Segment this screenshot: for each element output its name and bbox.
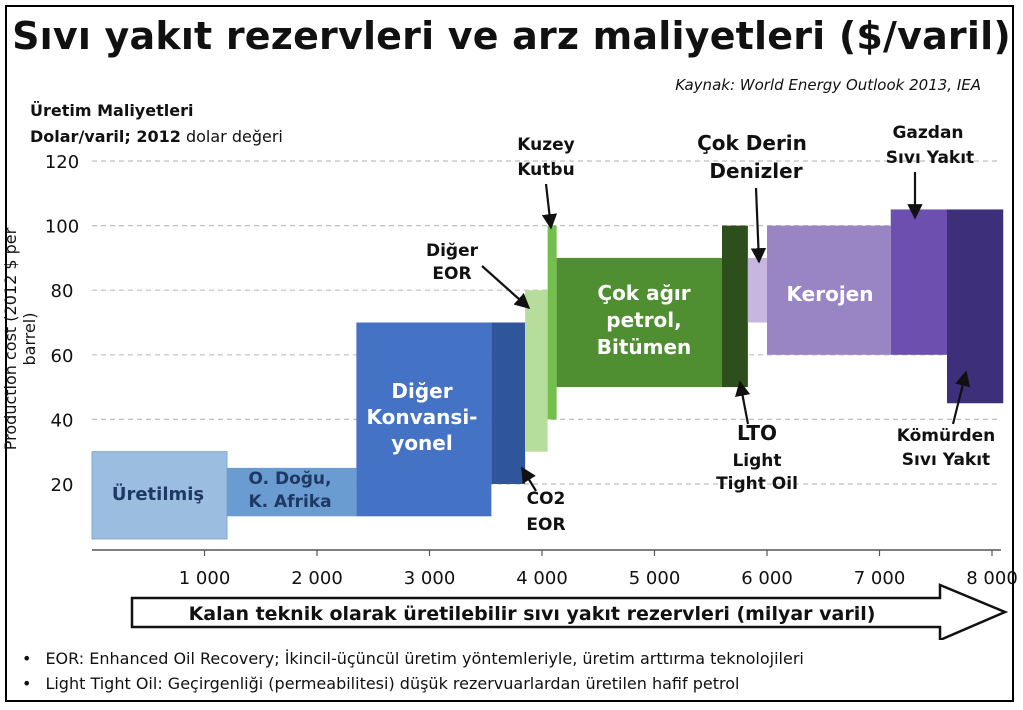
label-odogu-1: O. Doğu, xyxy=(248,469,332,489)
footnote-eor: • EOR: Enhanced Oil Recovery; İkincil-üçüncül üretim yöntemleriyle, üretim arttırma teknolojileri xyxy=(22,646,804,671)
arrow-derin xyxy=(756,188,759,262)
label-co2-2: EOR xyxy=(526,515,566,535)
label-komur-2: Sıvı Yakıt xyxy=(901,450,991,470)
label-digereor-1: Diğer xyxy=(425,241,479,261)
y-tick-label-120: 120 xyxy=(44,152,80,173)
arrow-kuzey xyxy=(546,184,551,228)
label-kuzey-1: Kuzey xyxy=(517,135,575,155)
arrow-lto xyxy=(740,382,748,424)
bar-segment-5 xyxy=(548,226,557,420)
bar-segment-10 xyxy=(891,209,947,354)
label-gazdan-1: Gazdan xyxy=(892,123,964,143)
y-tick-label-60: 60 xyxy=(50,345,74,367)
label-kerojen: Kerojen xyxy=(786,282,874,306)
arrow-digereor xyxy=(482,266,529,308)
x-axis-arrow-label: Kalan teknik olarak üretilebilir sıvı yakıt rezervleri (milyar varil) xyxy=(188,603,876,625)
x-tick-label-3000: 3 000 xyxy=(403,568,456,589)
bar-segment-4 xyxy=(525,290,548,452)
label-co2-1: CO2 xyxy=(526,489,566,509)
y-tick-label-80: 80 xyxy=(50,281,74,303)
y-axis-title: Production cost (2012 $ per barrel) xyxy=(1,227,39,451)
bar-segment-8 xyxy=(748,258,767,323)
x-tick-label-6000: 6 000 xyxy=(741,568,793,589)
x-tick-label-5000: 5 000 xyxy=(628,568,681,589)
bar-segment-11 xyxy=(947,209,1003,403)
y-caption-line1: Üretim Maliyetleri xyxy=(30,101,194,120)
label-derin-1: Çok Derin xyxy=(697,131,807,155)
footnote-lto: • Light Tight Oil: Geçirgenliği (permeabilitesi) düşük rezervuarlardan üretilen hafif petrol xyxy=(22,671,804,696)
label-odogu-2: K. Afrika xyxy=(248,492,332,512)
label-gazdan-2: Sıvı Yakıt xyxy=(885,148,975,168)
y-caption-line2-bold: Dolar/varil; 2012 xyxy=(30,127,181,146)
label-diger-1: Diğer xyxy=(391,379,453,403)
y-tick-label-40: 40 xyxy=(50,410,74,432)
x-tick-label-7000: 7 000 xyxy=(853,568,906,589)
x-tick-label-4000: 4 000 xyxy=(516,568,568,589)
label-agir-2: petrol, xyxy=(606,308,682,332)
x-tick-label-1000: 1 000 xyxy=(178,568,231,589)
footnotes xyxy=(22,646,804,696)
x-tick-label-2000: 2 000 xyxy=(291,568,343,589)
label-kuzey-2: Kutbu xyxy=(517,160,575,180)
label-uretilmis: Üretilmiş xyxy=(111,484,205,505)
x-tick-label-8000: 8 000 xyxy=(966,568,1018,589)
label-lto-1: LTO xyxy=(736,421,778,445)
label-diger-2: Konvansi- xyxy=(366,405,478,429)
source-note: Kaynak: World Energy Outlook 2013, IEA xyxy=(675,76,981,94)
y-tick-label-100: 100 xyxy=(44,216,80,238)
chart-title: Sıvı yakıt rezervleri ve arz maliyetleri ($/varil) xyxy=(12,14,1011,58)
bar-segment-7 xyxy=(722,226,748,388)
label-komur-1: Kömürden xyxy=(896,426,996,446)
label-digereor-2: EOR xyxy=(432,264,472,284)
y-tick-label-20: 20 xyxy=(50,475,74,496)
label-agir-3: Bitümen xyxy=(596,335,692,359)
bar-segment-3 xyxy=(491,323,525,485)
label-derin-2: Denizler xyxy=(709,159,803,183)
label-lto-3: Tight Oil xyxy=(716,474,798,494)
label-agir-1: Çok ağır xyxy=(597,281,691,305)
label-lto-2: Light xyxy=(732,451,782,471)
label-diger-3: yonel xyxy=(391,431,453,455)
y-caption-line2-rest: dolar değeri xyxy=(180,127,283,146)
